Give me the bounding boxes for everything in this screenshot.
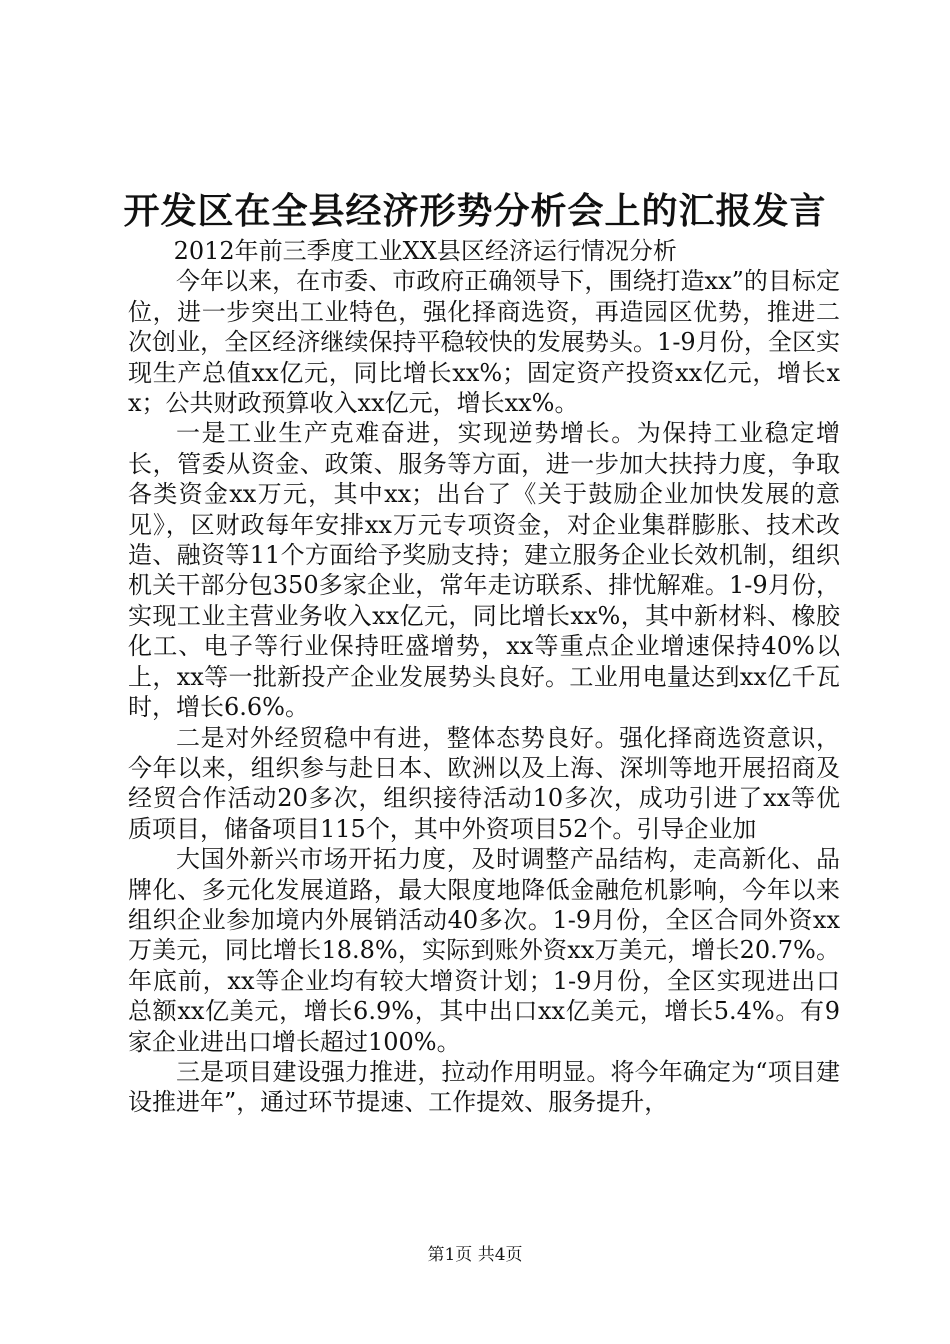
document-body — [128, 236, 840, 1118]
subtitle-paragraph: 2012年前三季度工业XX县区经济运行情况分析 — [173, 237, 677, 265]
market-paragraph: 大国外新兴市场开拓力度，及时调整产品结构，走高新化、品牌化、多元化发展道路，最大限度地降低金融危机影响，今年以来组织企业参加境内外展销活动40多次。1-9月份，全区合同外资xx万美元，同比增长18.8%，实际到账外资xx万美元，增长20.7%。年底前，xx等企业均有较大增资计划；1-9月份，全区实现进出口总额xx亿美元，增长6.9%，其中出口xx亿美元，增长5.4%。有9家企业进出口增长超过100%。 — [128, 845, 840, 1056]
page-number-footer: 第1页 共4页 — [427, 1245, 523, 1265]
industry-paragraph: 一是工业生产克难奋进，实现逆势增长。为保持工业稳定增长，管委从资金、政策、服务等方面，进一步加大扶持力度，争取各类资金xx万元，其中xx；出台了《关于鼓励企业加快发展的意见》，区财政每年安排xx万元专项资金，对企业集群膨胀、技术改造、融资等11个方面给予奖励支持；建立服务企业长效机制，组织机关干部分包350多家企业，常年走访联系、排忧解难。1-9月份，实现工业主营业务收入xx亿元，同比增长xx%，其中新材料、橡胶化工、电子等行业保持旺盛增势，xx等重点企业增速保持40%以上，xx等一批新投产企业发展势头良好。工业用电量达到xx亿千瓦时，增长6.6%。 — [128, 419, 840, 722]
document-title: 开发区在全县经济形势分析会上的汇报发言 — [123, 190, 827, 232]
trade-paragraph: 二是对外经贸稳中有进，整体态势良好。强化择商选资意识，今年以来，组织参与赴日本、欧洲以及上海、深圳等地开展招商及经贸合作活动20多次，组织接待活动10多次，成功引进了xx等优质项目，储备项目115个，其中外资项目52个。引导企业加 — [128, 723, 840, 843]
project-paragraph: 三是项目建设强力推进，拉动作用明显。将今年确定为“项目建设推进年”，通过环节提速、工作提效、服务提升， — [128, 1057, 840, 1117]
intro-paragraph: 今年以来，在市委、市政府正确领导下，围绕打造xx”的目标定位，进一步突出工业特色，强化择商选资，再造园区优势，推进二次创业，全区经济继续保持平稳较快的发展势头。1-9月份，全区实现生产总值xx亿元，同比增长xx%；固定资产投资xx亿元，增长xx；公共财政预算收入xx亿元，增长xx%。 — [128, 267, 840, 418]
